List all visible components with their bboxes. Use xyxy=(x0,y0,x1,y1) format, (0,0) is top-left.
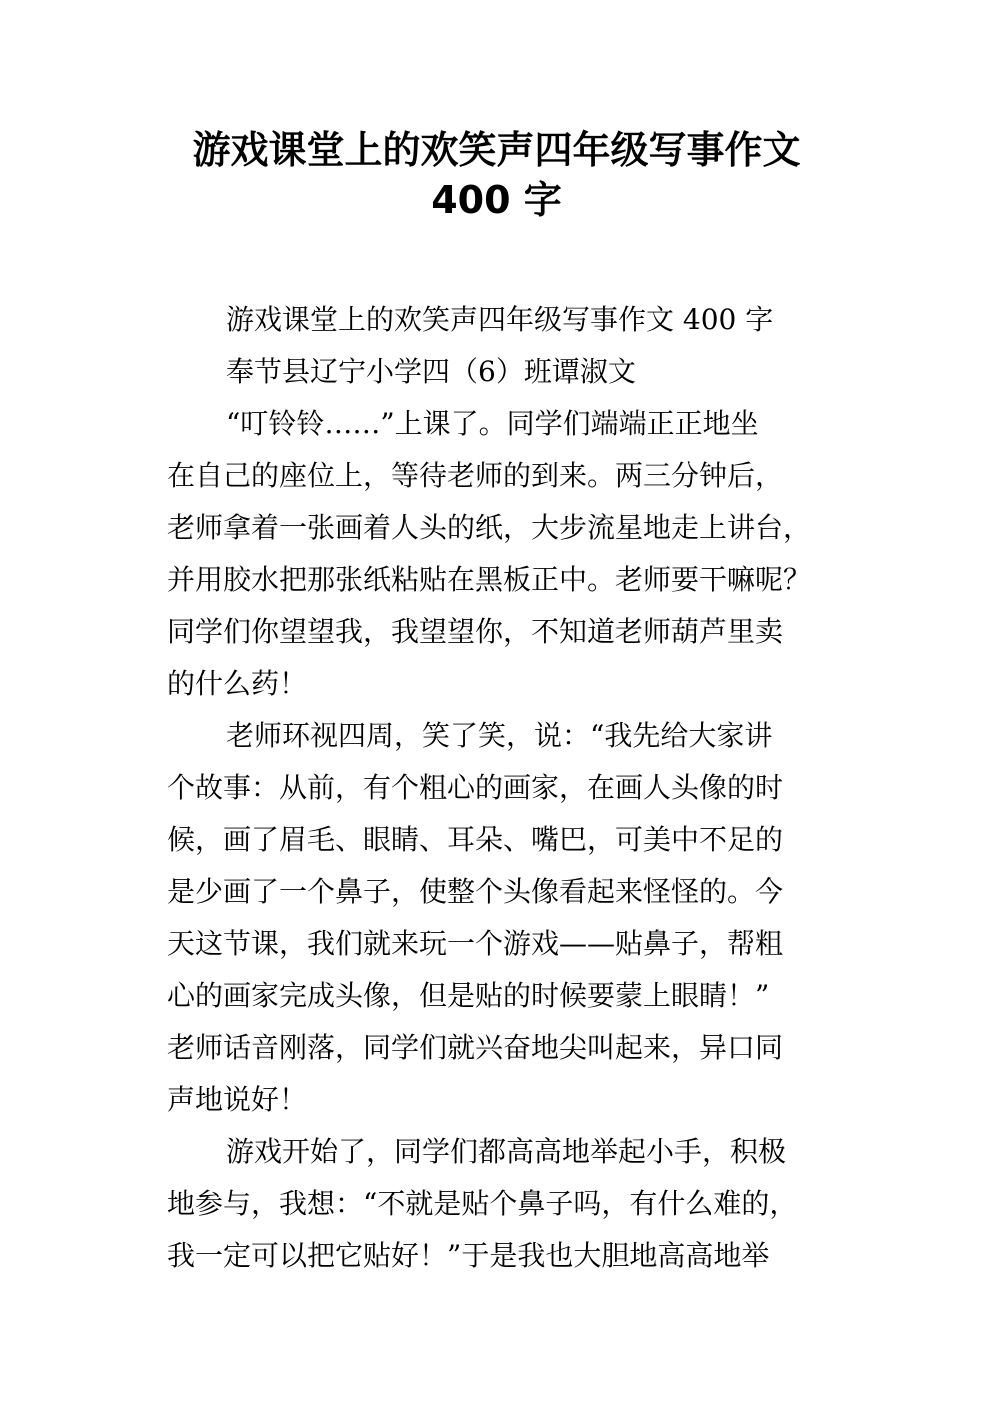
body-line: “叮铃铃……”上课了。同学们端端正正地坐 xyxy=(226,407,759,440)
body-line: 候，画了眉毛、眼睛、耳朵、嘴巴，可美中不足的 xyxy=(167,823,784,856)
body-line: 游戏开始了，同学们都高高地举起小手，积极 xyxy=(226,1135,787,1168)
body-line-subtitle: 游戏课堂上的欢笑声四年级写事作文 400 字 xyxy=(226,303,774,336)
body-line: 天这节课，我们就来玩一个游戏——贴鼻子，帮粗 xyxy=(167,927,784,960)
body-line: 心的画家完成头像，但是贴的时候要蒙上眼睛！” xyxy=(167,979,770,1012)
body-line: 老师话音刚落，同学们就兴奋地尖叫起来，异口同 xyxy=(167,1031,784,1064)
body-line: 我一定可以把它贴好！”于是我也大胆地高高地举 xyxy=(167,1239,770,1272)
body-line: 的什么药！ xyxy=(167,667,308,700)
body-line: 个故事：从前，有个粗心的画家，在画人头像的时 xyxy=(167,771,784,804)
body-line: 是少画了一个鼻子，使整个头像看起来怪怪的。今 xyxy=(167,875,784,908)
body-line: 地参与，我想：“不就是贴个鼻子吗，有什么难的， xyxy=(167,1187,798,1220)
body-line: 同学们你望望我，我望望你，不知道老师葫芦里卖 xyxy=(167,615,784,648)
body-line: 并用胶水把那张纸粘贴在黑板正中。老师要干嘛呢？ xyxy=(167,563,812,596)
body-line: 在自己的座位上，等待老师的到来。两三分钟后， xyxy=(167,459,784,492)
body-line-author: 奉节县辽宁小学四（6）班谭淑文 xyxy=(226,355,636,388)
body-line: 声地说好！ xyxy=(167,1083,308,1116)
page-title-line-1: 游戏课堂上的欢笑声四年级写事作文 xyxy=(192,128,801,172)
body-line: 老师环视四周，笑了笑，说：“我先给大家讲 xyxy=(226,719,773,752)
body-line: 老师拿着一张画着人头的纸，大步流星地走上讲台， xyxy=(167,511,812,544)
page-title-line-2: 400 字 xyxy=(431,178,562,222)
